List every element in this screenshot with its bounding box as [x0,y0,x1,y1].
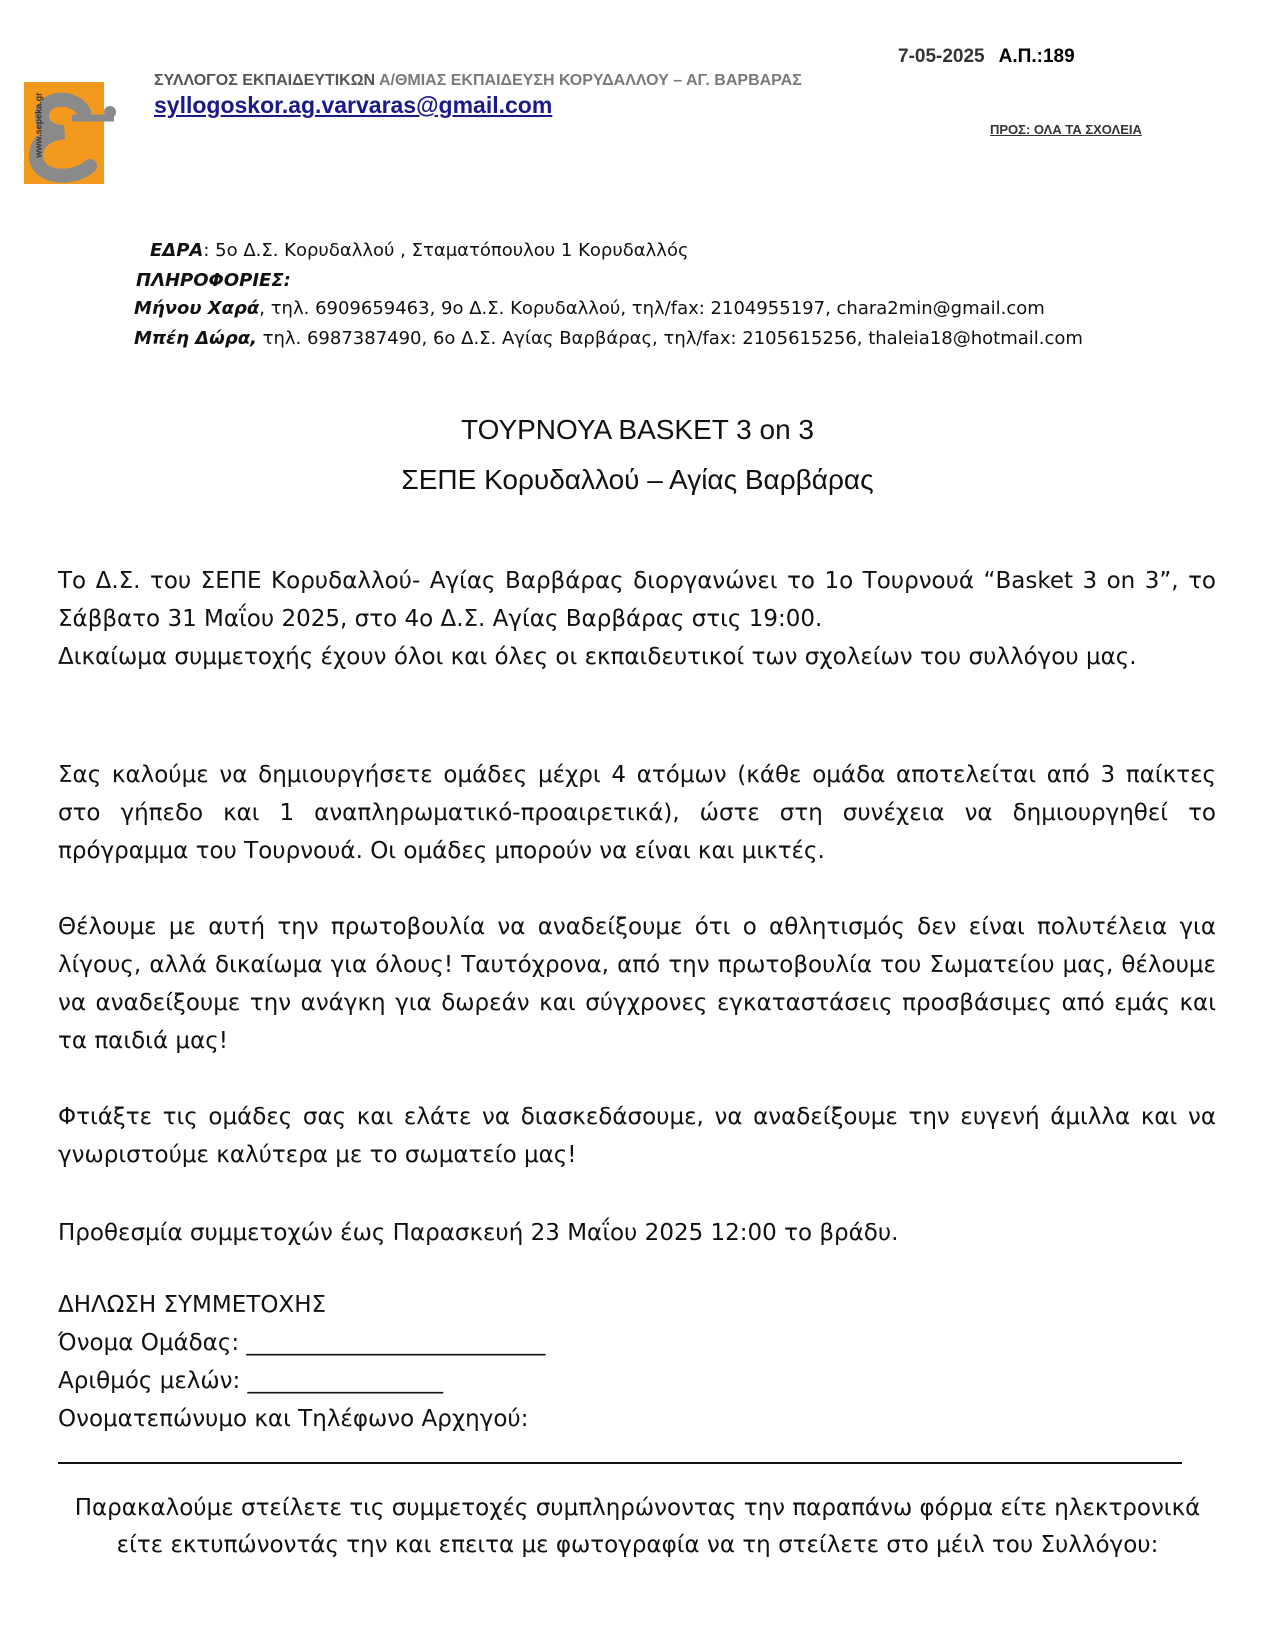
document-title: ΤΟΥΡΝΟΥΑ BASKET 3 on 3 [460,414,815,445]
closing-note-line1: Παρακαλούμε στείλετε τις συμμετοχές συμπληρώνοντας την παραπάνω φόρμα είτε ηλεκτρονικά [74,1495,1201,1521]
contact-person-1 [134,298,1045,319]
paragraph-announcement-text: Το Δ.Σ. του ΣΕΠΕ Κορυδαλλού- Αγίας Βαρβάρας διοργανώνει το 1ο Τουρνουά “Basket 3 on 3”, το Σάββατο 31 Μαΐου 2025, στο 4ο Δ.Σ. Αγίας Βαρβάρας στις 19:00. [58,568,1216,632]
form-members-field[interactable]: Αριθμός μελών: _________________ [58,1368,444,1394]
organization-email-link[interactable]: syllogoskor.ag.varvaras@gmail.com [154,92,553,118]
contact-person-2-name: Μπέη Δώρα, [134,328,257,349]
closing-note [40,1490,1235,1564]
organization-name-part1: ΣΥΛΛΟΓΟΣ ΕΚΠΑΙΔΕΥΤΙΚΩΝ [154,72,376,89]
logo-website-text: www.sepeka.gr [33,92,44,158]
document-date-ref [898,46,1075,68]
info-label: ΠΛΗΡΟΦΟΡΙΕΣ: [136,270,291,291]
paragraph-deadline: Προθεσμία συμμετοχών έως Παρασκευή 23 Μαΐου 2025 12:00 το βράδυ. [58,1220,899,1246]
organization-name-part2: Α/ΘΜΙΑΣ ΕΚΠΑΙΔΕΥΣΗ ΚΟΡΥΔΑΛΛΟΥ – ΑΓ. ΒΑΡΒΑΡΑΣ [378,72,802,89]
paragraph-purpose: Θέλουμε με αυτή την πρωτοβουλία να αναδείξουμε ότι ο αθλητισμός δεν είναι πολυτέλεια για λίγους, αλλά δικαίωμα για όλους! Ταυτόχρονα, από την πρωτοβουλία του Σωματείου μας, θέλουμε να αναδείξουμε την ανάγκη για δωρεάν και σύγχρονες εγκαταστάσεις προσβάσιμες από εμάς και τα παιδιά μας! [58,914,1216,1054]
paragraph-eligibility: Δικαίωμα συμμετοχής έχουν όλοι και όλες οι εκπαιδευτικοί των σχολείων του συλλόγου μας. [58,644,1137,670]
organization-name [154,72,802,90]
union-logo [14,82,120,194]
seat-label: ΕΔΡΑ [150,240,204,261]
contact-person-2-details: τηλ. 6987387490, 6ο Δ.Σ. Αγίας Βαρβάρας, τηλ/fax: 2105615256, thaleia18@hotmail.com [256,328,1083,349]
form-team-name-field[interactable]: Όνομα Ομάδας: __________________________ [58,1330,546,1356]
protocol-number: Α.Π.:189 [998,46,1075,67]
recipients-line: ΠΡΟΣ: ΟΛΑ ΤΑ ΣΧΟΛΕΙΑ [990,122,1142,137]
closing-note-line2: είτε εκτυπώνοντάς την και επειτα με φωτογραφία να τη στείλετε στο μέιλ του Συλλόγου: [116,1532,1159,1558]
form-heading: ΔΗΛΩΣΗ ΣΥΜΜΕΤΟΧΗΣ [58,1292,327,1318]
contact-person-2 [134,328,1083,349]
contact-person-1-name: Μήνου Χαρά [134,298,260,319]
paragraph-invitation: Φτιάξτε τις ομάδες σας και ελάτε να διασκεδάσουμε, να αναδείξουμε την ευγενή άμιλλα και να γνωριστούμε καλύτερα με το σωματείο μας! [58,1104,1216,1168]
seat-line [150,240,689,261]
document-subtitle: ΣΕΠΕ Κορυδαλλού – Αγίας Βαρβάρας [401,464,874,495]
document-date: 7-05-2025 [898,46,985,67]
paragraph-teams: Σας καλούμε να δημιουργήσετε ομάδες μέχρι 4 ατόμων (κάθε ομάδα αποτελείται από 3 παίκτες στο γήπεδο και 1 αναπληρωματικό-προαιρετικά), ώστε στη συνέχεια να δημιουργηθεί το πρόγραμμα του Τουρνουά. Οι ομάδες μπορούν να είναι και μικτές. [58,762,1216,864]
form-captain-field-line[interactable] [58,1462,1182,1464]
seat-value: : 5ο Δ.Σ. Κορυδαλλού , Σταματόπουλου 1 Κορυδαλλός [203,240,689,261]
contact-person-1-details: , τηλ. 6909659463, 9ο Δ.Σ. Κορυδαλλού, τηλ/fax: 2104955197, chara2min@gmail.com [259,298,1045,319]
paragraph-announcement [58,562,1216,676]
form-captain-label: Ονοματεπώνυμο και Τηλέφωνο Αρχηγού: [58,1406,529,1432]
